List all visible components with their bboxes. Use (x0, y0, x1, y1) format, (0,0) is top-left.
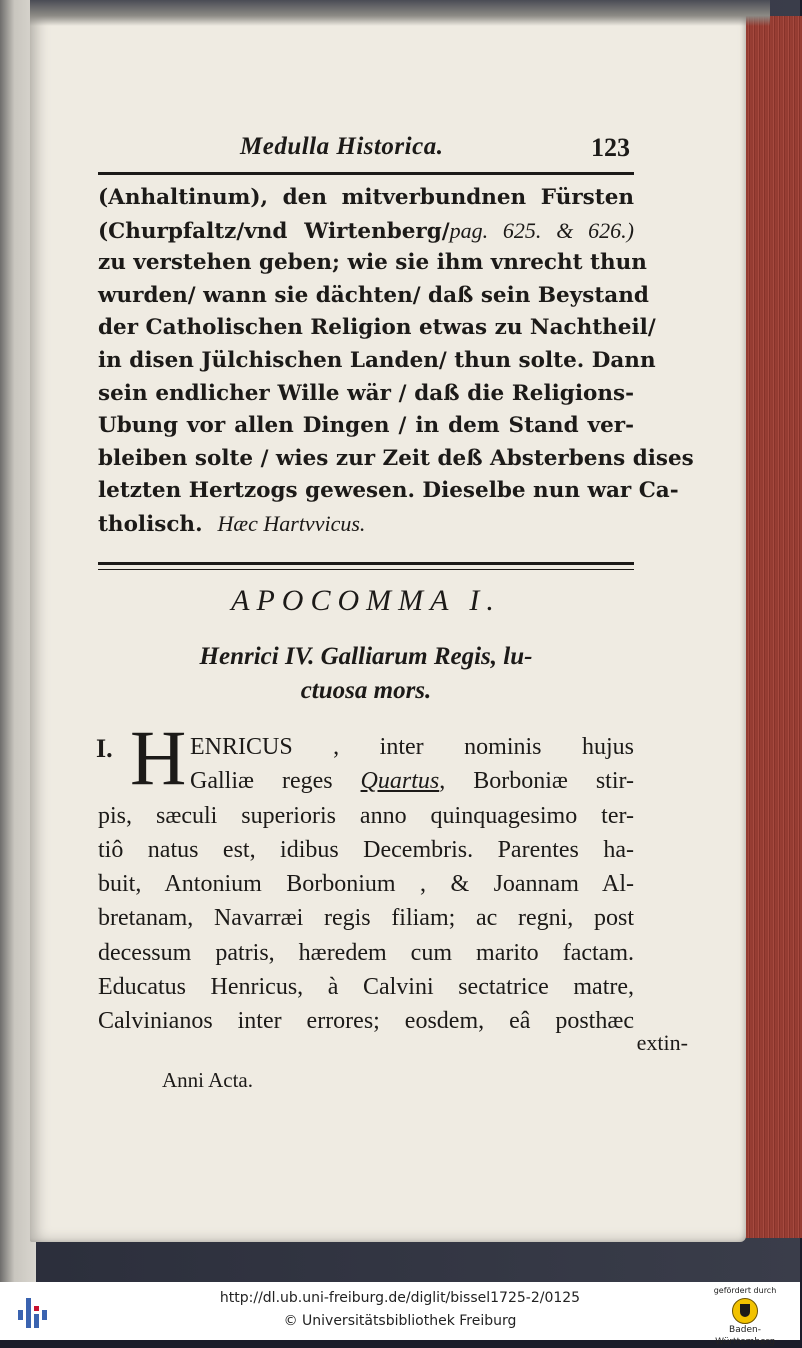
text-line: tholisch. Hæc Hartvvicus. (98, 510, 366, 537)
text-line: bretanam, Navarræi regis filiam; ac regni, post (98, 905, 634, 932)
german-paragraph (98, 182, 694, 541)
state-emblem-icon (732, 1298, 758, 1324)
text-line: (Churpfaltz/vnd Wirtenberg/pag. 625. & 626.) (98, 217, 634, 244)
marginal-note: Anni Acta. (162, 1068, 253, 1092)
page-reference: pag. 625. & 626.) (449, 217, 634, 243)
subheading-line: Henrici IV. Galliarum Regis, lu- (199, 643, 533, 670)
text-line: Educatus Henricus, à Calvini sectatrice matre, (98, 974, 634, 1001)
page-number: 123 (591, 133, 630, 162)
text-line: in disen Jülchischen Landen/ thun solte. Dann (98, 347, 656, 373)
text-line: (Anhaltinum), den mitverbundnen Fürsten (98, 185, 634, 210)
page-top-shadow (30, 0, 770, 26)
sponsor-name: Baden-Württemberg (715, 1325, 775, 1347)
text-line: tiô natus est, idibus Decembris. Parentes ha- (98, 836, 634, 863)
document-url[interactable]: http://dl.ub.uni-freiburg.de/diglit/bissel1725-2/0125 (219, 1290, 581, 1306)
running-title: Medulla Historica. (240, 133, 444, 160)
sponsor-badge (702, 1286, 788, 1347)
text-line: letzten Hertzogs gewesen. Dieselbe nun war Ca- (98, 478, 679, 504)
red-fore-edge (742, 16, 802, 1238)
text-line: decessum patris, hæredem cum marito factam. (98, 939, 634, 966)
text-line: der Catholischen Religion etwas zu Nachtheil/ (98, 315, 656, 341)
head-rule (98, 172, 634, 175)
text-line: buit, Antonium Borbonium , & Joannam Al- (98, 871, 634, 898)
text-line: Calvinianos inter errores; eosdem, eâ posthæc (98, 1008, 634, 1035)
catchword: extin- (636, 1030, 688, 1055)
text-line: zu verstehen geben; wie sie ihm vnrecht thun (98, 250, 647, 276)
text-line: Ubung vor allen Dingen / in dem Stand ver- (98, 413, 634, 439)
latin-paragraph (98, 730, 634, 1039)
section-heading: APOCOMMA I. (231, 584, 501, 617)
drop-cap: H (130, 714, 187, 801)
text-line: ENRICUS , inter nominis hujus (190, 734, 634, 760)
section-divider (98, 562, 634, 570)
author-reference: Hæc Hartvvicus. (217, 510, 366, 536)
sponsor-caption: gefördert durch (713, 1286, 777, 1295)
paragraph-number: I. (96, 734, 113, 763)
viewer-footer (0, 1282, 800, 1347)
quartus-word: Quartus (360, 768, 440, 795)
text-line: pis, sæculi superioris anno quinquagesimo ter- (98, 802, 634, 829)
subheading-line: ctuosa mors. (300, 677, 432, 704)
copyright-notice: © Universitätsbibliothek Freiburg (283, 1313, 517, 1329)
text-line: wurden/ wann sie dächten/ daß sein Beystand (98, 282, 649, 308)
text-line: Galliæ reges Quartus, Borboniæ stir- (190, 768, 634, 795)
section-subheading (98, 640, 634, 708)
running-head (240, 133, 630, 169)
text-line: sein endlicher Wille wär / daß die Religions- (98, 380, 634, 406)
text-line: bleiben solte / wies zur Zeit deß Absterbens dises (98, 445, 694, 471)
